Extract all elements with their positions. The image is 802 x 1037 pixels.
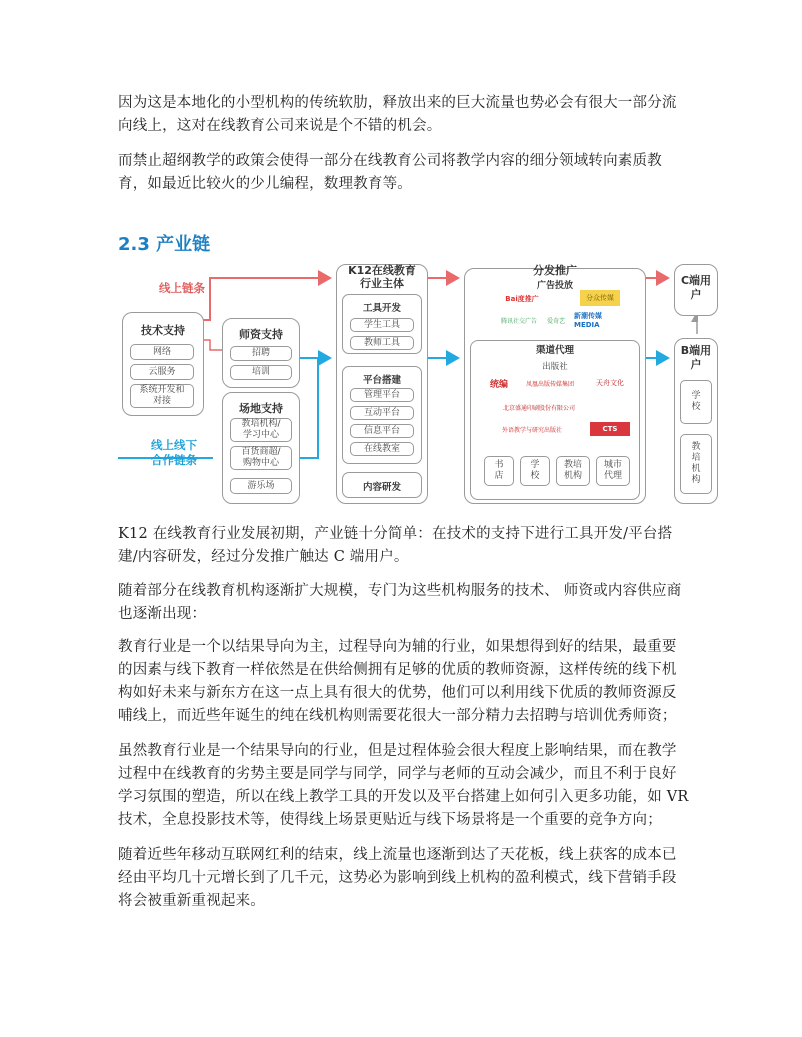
paragraph-7: 随着近些年移动互联网红利的结束，线上流量也逐渐到达了天花板，线上获客的成本已经由平均几十元增长到了几千元，这势必为影响到线上机构的盈利模式，线下营销手段将会被重新重视起来。 — [118, 847, 677, 909]
platform-item-manage: 管理平台 — [350, 388, 414, 402]
blue-chain-line-3 — [300, 358, 318, 458]
industry-chain-diagram — [118, 258, 712, 510]
paragraph-4: 随着部分在线教育机构逐渐扩大规模，专门为这些机构服务的技术、 师资或内容供应商也逐渐出现： — [118, 583, 682, 622]
baidu-logo: Bai度推广 — [505, 295, 539, 303]
focus-media-logo: 分众传媒 — [580, 290, 620, 306]
iqiyi-logo: 爱奇艺 — [546, 317, 565, 325]
tech-item-cloud: 云服务 — [130, 364, 194, 380]
b-user-training: 教培机构 — [680, 434, 712, 494]
teacher-item-train: 培训 — [230, 365, 292, 380]
tools-title: 工具开发 — [362, 303, 401, 314]
offline-chain-label: 线上线下合作链条 — [151, 438, 197, 467]
tencent-ads-logo: 腾讯社交广告 — [500, 317, 537, 325]
xinchao-logo: 新潮传媒 MEDIA — [574, 312, 602, 329]
online-chain-label: 线上链条 — [159, 281, 205, 295]
tech-item-system: 系统开发和对接 — [130, 384, 194, 408]
red-chain-line-4 — [204, 340, 223, 350]
tech-item-network: 网络 — [130, 344, 194, 360]
pub-logo-tongbian: 统编 — [489, 379, 508, 390]
content-title: 内容研发 — [362, 482, 401, 493]
platform-item-classroom: 在线教室 — [350, 442, 414, 456]
pub-logo-tianzhou: 天舟文化 — [596, 379, 624, 387]
tools-item-teacher: 教师工具 — [350, 336, 414, 350]
pub-logo-phoenix: 凤凰出版传媒集团 — [525, 380, 574, 388]
teacher-support-title: 师资支持 — [239, 328, 283, 341]
paragraph-2: 而禁止超纲教学的政策会使得一部分在线教育公司将教学内容的细分领域转向素质教育，如最近比较火的少儿编程，数理教育等。 — [118, 153, 662, 192]
outlet-city-agent: 城市代理 — [596, 456, 630, 486]
paragraph-3: K12 在线教育行业发展初期，产业链十分简单：在技术的支持下进行工具开发/平台搭建/内容研发，经过分发推广触达 C 端用户。 — [118, 526, 673, 565]
outlet-bookstore: 书店 — [484, 456, 514, 486]
platform-item-info: 信息平台 — [350, 424, 414, 438]
paragraph-5: 教育行业是一个以结果导向为主，过程导向为辅的行业，如果想得到好的结果，最重要的因素与线下教育一样依然是在供给侧拥有足够的优质的教师资源，这样传统的线下机构如好未来与新东方在这一点上具有很大的优势，他们可以利用线下优质的教师资源反哺线上，而近些年诞生的纯在线机构则需要花很大一部分精力去招聘与培训优秀师资； — [118, 639, 677, 724]
venue-item-mall: 百货商超/购物中心 — [230, 446, 292, 470]
pub-logo-shengtong: 北京盛通印刷股份有限公司 — [502, 404, 575, 412]
ads-title: 广告投放 — [536, 281, 573, 291]
pub-logo-cts: CTS — [590, 422, 630, 436]
platform-title: 平台搭建 — [362, 375, 401, 386]
platform-item-interact: 互动平台 — [350, 406, 414, 420]
pub-logo-fltrp: 外语教学与研究出版社 — [501, 426, 562, 434]
b-user-title: B端用户 — [680, 344, 712, 371]
channel-title: 渠道代理 — [535, 345, 574, 356]
outlet-training: 教培机构 — [556, 456, 590, 486]
tech-support-title: 技术支持 — [141, 324, 185, 337]
venue-support-title: 场地支持 — [239, 402, 283, 415]
paragraph-6: 虽然教育行业是一个结果导向的行业，但是过程体验会很大程度上影响结果，而在教学过程中在线教育的劣势主要是同学与同学，同学与老师的互动会减少，而且不利于良好学习氛围的塑造，所以在线上教学工具的开发以及平台搭建上如何引入更多功能，如 VR 技术，全息投影技术等，使得线上场景更贴近与线下场景将是一个重要的竞争方向； — [118, 743, 689, 828]
k12-title: K12在线教育行业主体 — [348, 264, 416, 290]
outlet-school: 学校 — [520, 456, 550, 486]
c-user-title: C端用户 — [680, 274, 712, 301]
tools-item-student: 学生工具 — [350, 318, 414, 332]
paragraph-1: 因为这是本地化的小型机构的传统软肋，释放出来的巨大流量也势必会有很大一部分流向线上，这对在线教育公司来说是个不错的机会。 — [118, 95, 677, 134]
venue-item-training: 教培机构/学习中心 — [230, 418, 292, 442]
b-user-school: 学校 — [680, 380, 712, 424]
venue-item-park: 游乐场 — [230, 478, 292, 494]
section-heading: 2.3 产业链 — [118, 234, 211, 255]
red-chain-line-1 — [200, 278, 330, 320]
publisher-title: 出版社 — [542, 362, 568, 372]
teacher-item-recruit: 招聘 — [230, 346, 292, 361]
distribution-title: 分发推广 — [533, 264, 577, 277]
